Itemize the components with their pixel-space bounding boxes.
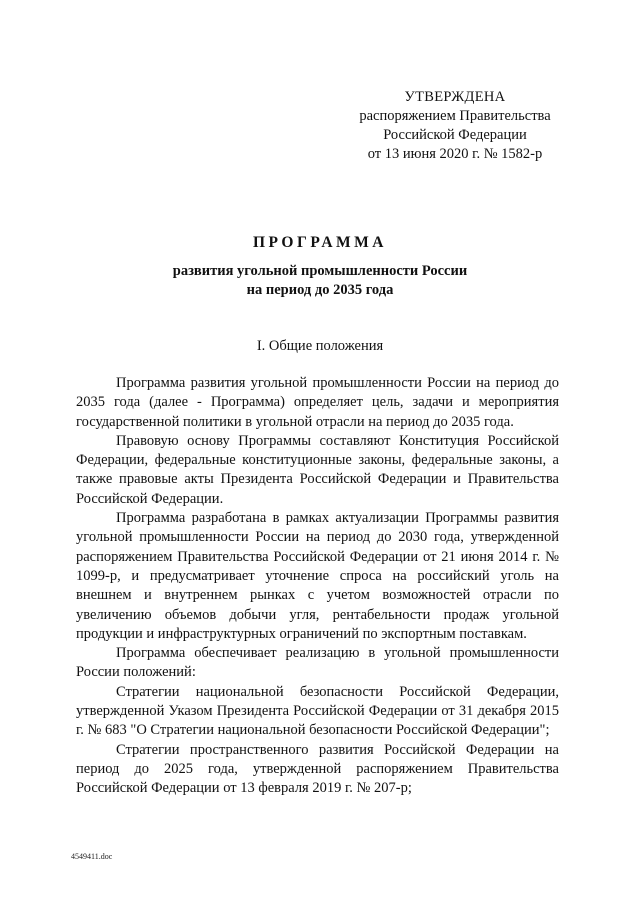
paragraph: Правовую основу Программы составляют Конституция Российской Федерации, федеральные конституционные законы, федеральные законы, а также правовые акты Президента Российской Федерации и Правительства Российской Федерации. xyxy=(76,432,559,507)
document-body xyxy=(76,374,559,799)
program-subtitle xyxy=(0,262,640,300)
paragraph: Программа развития угольной промышленности России на период до 2035 года (далее - Программа) определяет цель, задачи и мероприятия государственной политики в угольной отрасли на период до 2035 года. xyxy=(76,375,559,430)
paragraph: Стратегии пространственного развития Российской Федерации на период до 2025 года, утвержденной распоряжением Правительства Российской Федерации от 13 февраля 2019 г. № 207-р; xyxy=(76,741,559,797)
section-heading: I. Общие положения xyxy=(256,338,384,354)
approval-line-1: распоряжением Правительства xyxy=(359,108,551,124)
paragraph: Стратегии национальной безопасности Российской Федерации, утвержденной Указом Президента Российской Федерации от 31 декабря 2015 г. № 683 "О Стратегии национальной безопасности Российской Федерации"; xyxy=(76,683,559,739)
paragraph: Программа разработана в рамках актуализации Программы развития угольной промышленности России на период до 2030 года, утвержденной распоряжением Правительства Российской Федерации от 21 июня 2014 г. № 1099-р, и предусматривает уточнение спроса на российский уголь на внешнем и внутреннем рынках с учетом возможностей отрасли по увеличению объемов добычи угля, рентабельности продаж угольной продукции и инфраструктурных ограничений по экспортным поставкам. xyxy=(76,510,559,642)
paragraph: Программа обеспечивает реализацию в угольной промышленности России положений: xyxy=(76,645,559,681)
program-title: ПРОГРАММА xyxy=(253,234,387,251)
approval-line-3: от 13 июня 2020 г. № 1582-р xyxy=(367,146,543,162)
approval-block xyxy=(330,88,580,164)
approval-line-2: Российской Федерации xyxy=(383,127,527,143)
program-subtitle-line-1: развития угольной промышленности России xyxy=(172,263,468,279)
program-subtitle-line-2: на период до 2035 года xyxy=(246,282,394,298)
footer-filename: 4549411.doc xyxy=(71,852,113,861)
approval-title: УТВЕРЖДЕНА xyxy=(404,89,506,105)
